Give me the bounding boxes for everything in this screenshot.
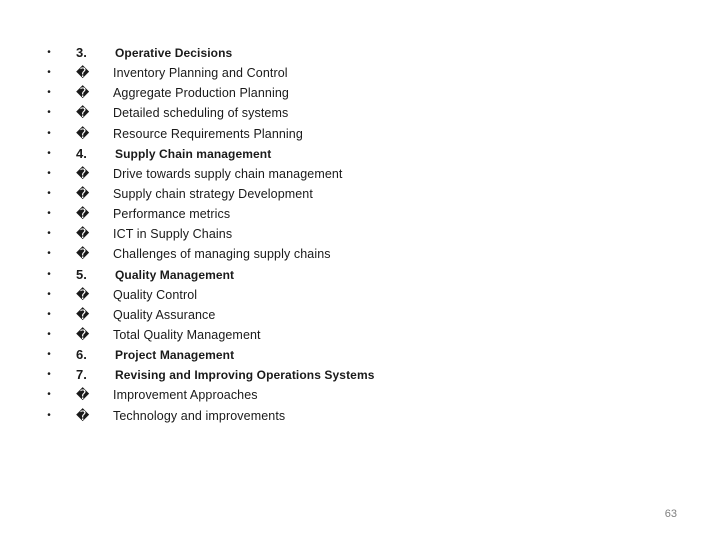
list-item [0,305,720,325]
list-item [0,365,720,385]
list-item [0,406,720,426]
list-item-text: Challenges of managing supply chains [113,247,331,262]
replacement-char-icon: � [76,286,90,302]
bullet-icon: • [47,349,51,361]
list-item-text: Detailed scheduling of systems [113,106,289,121]
list-item [0,244,720,264]
list-item-text: Drive towards supply chain management [113,166,343,181]
section-heading: Revising and Improving Operations Systems [115,368,375,383]
bullet-icon: • [47,268,51,280]
bullet-icon: • [47,87,51,99]
section-number: 7. [76,367,87,383]
list-item [0,204,720,224]
list-item-text: Quality Assurance [113,307,216,322]
page-number: 63 [664,508,677,520]
list-item [0,144,720,164]
section-heading: Project Management [115,348,235,363]
list-item [0,184,720,204]
bullet-icon: • [47,167,51,179]
bullet-icon: • [47,308,51,320]
list-item [0,83,720,103]
replacement-char-icon: � [76,165,90,181]
bullet-icon: • [47,248,51,260]
replacement-char-icon: � [76,125,90,141]
list-item [0,285,720,305]
section-number: 4. [76,145,87,161]
list-item [0,224,720,244]
list-item [0,385,720,405]
list-item-text: ICT in Supply Chains [113,227,233,242]
bullet-icon: • [47,409,51,421]
replacement-char-icon: � [76,387,90,403]
replacement-char-icon: � [76,226,90,242]
replacement-char-icon: � [76,246,90,262]
list-item-text: Total Quality Management [113,327,261,342]
list-item-text: Performance metrics [113,207,231,222]
bullet-icon: • [47,369,51,381]
replacement-char-icon: � [76,326,90,342]
section-heading: Supply Chain management [115,146,272,161]
replacement-char-icon: � [76,185,90,201]
replacement-char-icon: � [76,306,90,322]
section-number: 6. [76,347,87,363]
list-item-text: Improvement Approaches [113,388,258,403]
bullet-icon: • [47,208,51,220]
replacement-char-icon: � [76,105,90,121]
bullet-icon: • [47,107,51,119]
section-number: 3. [76,45,87,60]
list-item-text: Aggregate Production Planning [113,86,289,101]
bullet-icon: • [47,47,51,58]
list-item-text: Resource Requirements Planning [113,126,303,141]
list-item-text: Quality Control [113,287,198,302]
bullet-icon: • [47,328,51,340]
bullet-icon: • [47,389,51,401]
list-item-text: Inventory Planning and Control [113,66,288,81]
list-item [0,124,720,144]
bullet-icon: • [47,228,51,240]
outline-list [0,43,720,426]
list-item [0,325,720,345]
list-item [0,43,720,63]
bullet-icon: • [47,288,51,300]
bullet-icon: • [47,187,51,199]
list-item-text: Supply chain strategy Development [113,186,313,201]
bullet-icon: • [47,127,51,139]
list-item [0,63,720,83]
replacement-char-icon: � [76,407,90,423]
replacement-char-icon: � [76,65,90,81]
list-item [0,103,720,123]
list-item [0,265,720,285]
section-heading: Quality Management [115,267,235,282]
replacement-char-icon: � [76,85,90,101]
section-number: 5. [76,266,87,282]
section-heading: Operative Decisions [115,46,233,60]
replacement-char-icon: � [76,206,90,222]
list-item-text: Technology and improvements [113,408,286,423]
list-item [0,345,720,365]
bullet-icon: • [47,147,51,159]
list-item [0,164,720,184]
bullet-icon: • [47,67,51,79]
